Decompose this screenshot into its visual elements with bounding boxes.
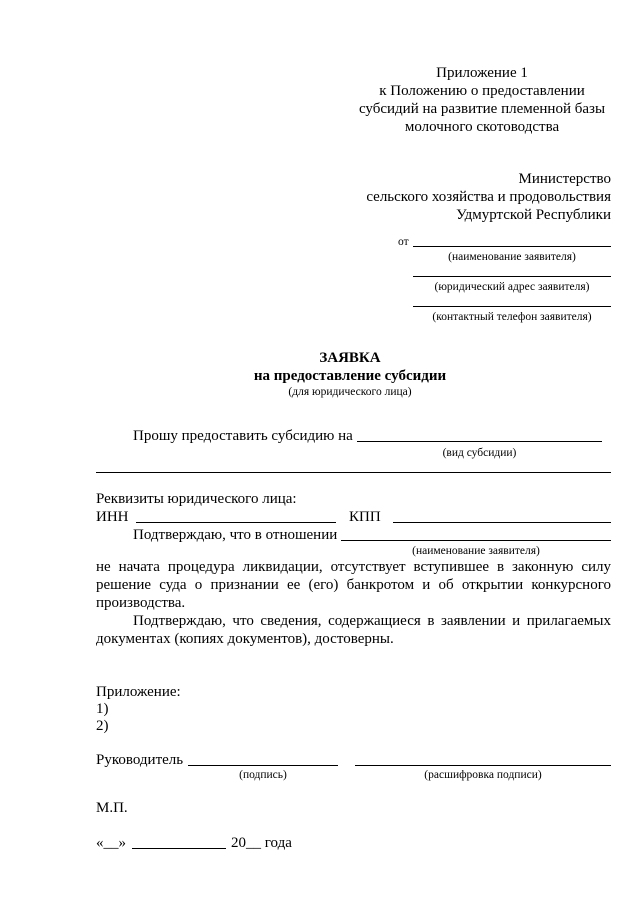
kpp-label: КПП <box>349 509 381 525</box>
subsidy-type-continuation-field[interactable] <box>96 472 611 473</box>
appendix-line: к Положению о предоставлении <box>379 83 585 99</box>
signature-decode-field[interactable] <box>355 765 611 766</box>
applicant-name-caption: (наименование заявителя) <box>448 251 576 263</box>
addressee-line: сельского хозяйства и продовольствия <box>366 189 611 205</box>
confirm-text-line: решение суда о признании ее (его) банкротом и об открытии конкурсного <box>96 577 611 593</box>
applicant-address-caption: (юридический адрес заявителя) <box>434 281 590 293</box>
request-text: Прошу предоставить субсидию на <box>133 428 353 444</box>
confirm-text-line: не начата процедура ликвидации, отсутствует вступившее в законную силу <box>96 559 611 575</box>
confirm2-text-line: документах (копиях документов), достоверны. <box>96 631 394 647</box>
date-year: 20__ года <box>231 835 292 851</box>
confirm-applicant-field[interactable] <box>341 540 611 541</box>
confirm2-text-line: Подтверждаю, что сведения, содержащиеся в заявлении и прилагаемых <box>133 613 611 629</box>
subsidy-type-caption: (вид субсидии) <box>442 447 517 459</box>
document-subtitle: на предоставление субсидии <box>253 368 447 384</box>
confirm-applicant-caption: (наименование заявителя) <box>412 545 540 557</box>
requisites-heading: Реквизиты юридического лица: <box>96 491 297 507</box>
applicant-phone-field[interactable] <box>413 306 611 307</box>
document-title: ЗАЯВКА <box>319 350 381 366</box>
attachment-item: 2) <box>96 718 109 734</box>
date-month-field[interactable] <box>132 848 226 849</box>
applicant-address-field[interactable] <box>413 276 611 277</box>
stamp-label: М.П. <box>96 800 128 816</box>
from-prefix: от <box>398 236 409 248</box>
confirm-lead: Подтверждаю, что в отношении <box>133 527 338 543</box>
addressee-line: Министерство <box>518 171 611 187</box>
addressee-line: Удмуртской Республики <box>456 207 611 223</box>
appendix-line: субсидий на развитие племенной базы <box>358 101 606 117</box>
inn-label: ИНН <box>96 509 129 525</box>
signature-caption: (подпись) <box>239 769 287 781</box>
date-day: «__» <box>96 835 126 851</box>
attachments-heading: Приложение: <box>96 684 181 700</box>
applicant-phone-caption: (контактный телефон заявителя) <box>432 311 592 323</box>
subsidy-type-field[interactable] <box>357 441 602 442</box>
attachment-item: 1) <box>96 701 109 717</box>
signature-decode-caption: (расшифровка подписи) <box>424 769 542 781</box>
applicant-name-field[interactable] <box>413 246 611 247</box>
inn-field[interactable] <box>136 522 336 523</box>
confirm-text-line: производства. <box>96 595 186 611</box>
signature-label: Руководитель <box>96 752 184 768</box>
document-note: (для юридического лица) <box>288 386 412 398</box>
signature-field[interactable] <box>188 765 338 766</box>
kpp-field[interactable] <box>393 522 611 523</box>
appendix-line: молочного скотоводства <box>404 119 560 135</box>
appendix-title: Приложение 1 <box>436 65 528 81</box>
